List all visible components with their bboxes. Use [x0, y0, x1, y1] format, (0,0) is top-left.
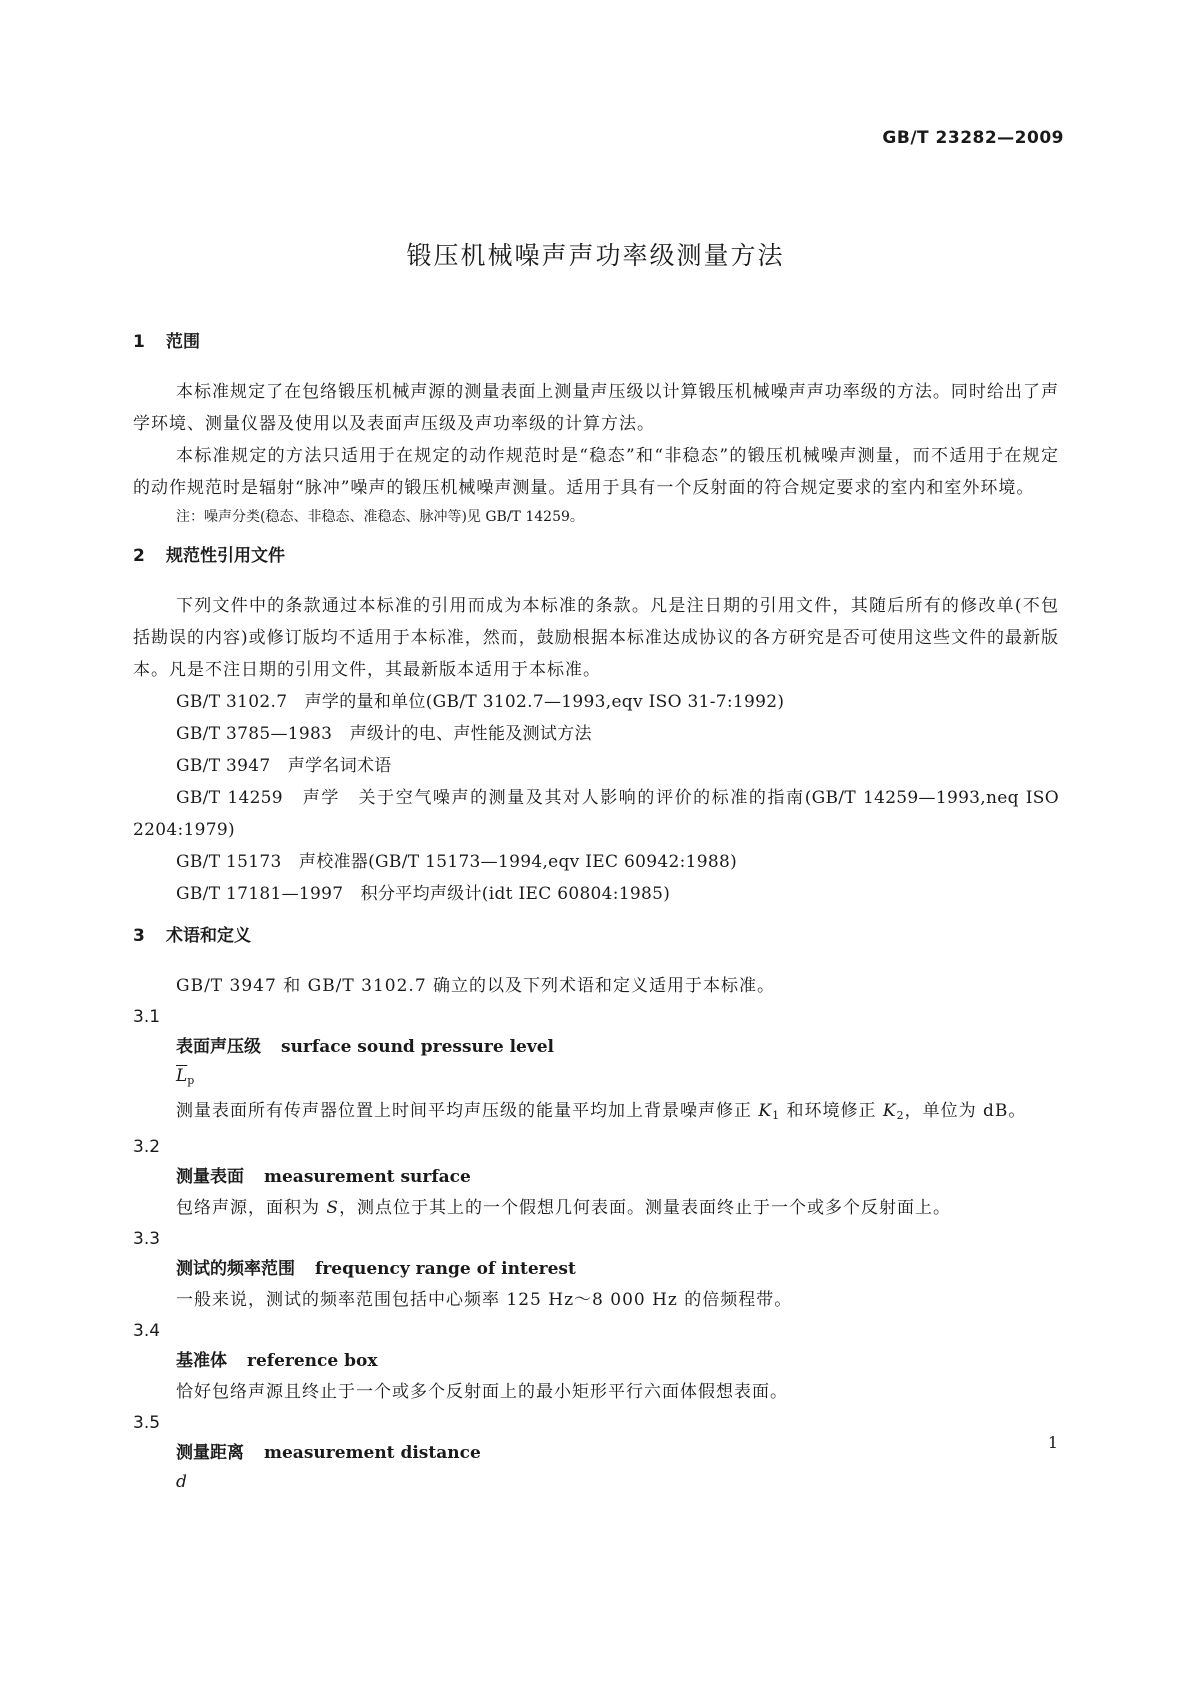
term-number: 3.3: [133, 1229, 161, 1249]
terms-intro: GB/T 3947 和 GB/T 3102.7 确立的以及下列术语和定义适用于本标准。: [176, 976, 776, 996]
term-name-en: frequency range of interest: [315, 1259, 576, 1279]
section-number: 3: [133, 926, 145, 946]
term-name-en: reference box: [247, 1351, 378, 1371]
section-title: 范围: [166, 332, 200, 352]
section-3-heading: [133, 924, 1059, 948]
term-name-zh: 基准体: [176, 1351, 227, 1371]
references-intro: 下列文件中的条款通过本标准的引用而成为本标准的条款。凡是注日期的引用文件，其随后所有的修改单(不包括勘误的内容)或修订版均不适用于本标准，然而，鼓励根据本标准达成协议的各方研究是否可使用这些文件的最新版本。凡是不注日期的引用文件，其最新版本适用于本标准。: [133, 596, 1059, 680]
scope-paragraph-1: 本标准规定了在包络锻压机械声源的测量表面上测量声压级以计算锻压机械噪声声功率级的方法。同时给出了声学环境、测量仪器及使用以及表面声压级及声功率级的计算方法。: [133, 382, 1059, 434]
scope-note: 注：噪声分类(稳态、非稳态、准稳态、脉冲等)见 GB/T 14259。: [176, 509, 584, 525]
definition-text: 测量表面所有传声器位置上时间平均声压级的能量平均加上背景噪声修正: [176, 1101, 759, 1121]
term-definition: [133, 1095, 1059, 1132]
term-number: 3.1: [133, 1007, 161, 1027]
term-name-en: measurement surface: [264, 1167, 471, 1187]
scope-paragraph-2: 本标准规定的方法只适用于在规定的动作规范时是“稳态”和“非稳态”的锻压机械噪声测量，而不适用于在规定的动作规范时是辐射“脉冲”噪声的锻压机械噪声测量。适用于具有一个反射面的符合规定要求的室内和室外环境。: [133, 446, 1059, 498]
definition-text: ，测点位于其上的一个假想几何表面。测量表面终止于一个或多个反射面上。: [339, 1198, 952, 1218]
reference-item: GB/T 14259 声学 关于空气噪声的测量及其对人影响的评价的标准的指南(GB/T 14259—1993,neq ISO 2204:1979): [133, 788, 1059, 840]
standard-code: GB/T 23282—2009: [882, 128, 1064, 148]
term-name-en: measurement distance: [264, 1443, 481, 1463]
term-name-zh: 测量表面: [176, 1167, 244, 1187]
term-number: 3.5: [133, 1413, 161, 1433]
k2-symbol: [883, 1101, 905, 1121]
symbol-subscript: p: [187, 1074, 195, 1087]
term-name: [133, 1032, 1059, 1062]
term-definition: 恰好包络声源且终止于一个或多个反射面上的最小矩形平行六面体假想表面。: [176, 1382, 788, 1402]
k1-symbol: [758, 1101, 780, 1121]
k1-subscript: 1: [772, 1109, 781, 1122]
symbol-main: $\overline{L}$: [176, 1066, 188, 1086]
term-symbol: d: [176, 1472, 187, 1492]
definition-text: ，单位为 dB。: [904, 1101, 1027, 1121]
term-symbol: [133, 1062, 1059, 1095]
term-name-zh: 测量距离: [176, 1443, 244, 1463]
reference-item: GB/T 3102.7 声学的量和单位(GB/T 3102.7—1993,eqv ISO 31-7:1992): [176, 692, 785, 712]
section-1-heading: [133, 330, 1059, 354]
section-number: 1: [133, 332, 145, 352]
definition-text: 和环境修正: [780, 1101, 883, 1121]
area-symbol: S: [326, 1198, 340, 1218]
section-title: 术语和定义: [166, 926, 251, 946]
document-body: [133, 330, 1059, 1496]
reference-item: GB/T 3785—1983 声级计的电、声性能及测试方法: [176, 724, 592, 744]
term-definition: 一般来说，测试的频率范围包括中心频率 125 Hz～8 000 Hz 的倍频程带。: [176, 1290, 793, 1310]
page-number: 1: [1047, 1433, 1058, 1452]
term-number: 3.2: [133, 1137, 161, 1157]
k2-subscript: 2: [896, 1109, 905, 1122]
k1-letter: K: [758, 1101, 773, 1121]
term-name-zh: 测试的频率范围: [176, 1259, 295, 1279]
term-name: [133, 1254, 1059, 1284]
definition-text: 包络声源，面积为: [176, 1198, 327, 1218]
reference-item: GB/T 3947 声学名词术语: [176, 756, 392, 776]
section-title: 规范性引用文件: [166, 546, 285, 566]
term-name-zh: 表面声压级: [176, 1037, 261, 1057]
term-definition: [133, 1192, 1059, 1224]
reference-item: GB/T 17181—1997 积分平均声级计(idt IEC 60804:1985): [176, 884, 671, 904]
term-name: [133, 1346, 1059, 1376]
reference-item: GB/T 15173 声校准器(GB/T 15173—1994,eqv IEC 60942:1988): [176, 852, 738, 872]
section-2-heading: [133, 544, 1059, 568]
document-title: 锻压机械噪声声功率级测量方法: [406, 241, 785, 270]
term-name-en: surface sound pressure level: [281, 1037, 555, 1057]
term-name: [133, 1438, 1059, 1468]
k2-letter: K: [882, 1101, 897, 1121]
term-name: [133, 1162, 1059, 1192]
term-number: 3.4: [133, 1321, 161, 1341]
section-number: 2: [133, 546, 145, 566]
